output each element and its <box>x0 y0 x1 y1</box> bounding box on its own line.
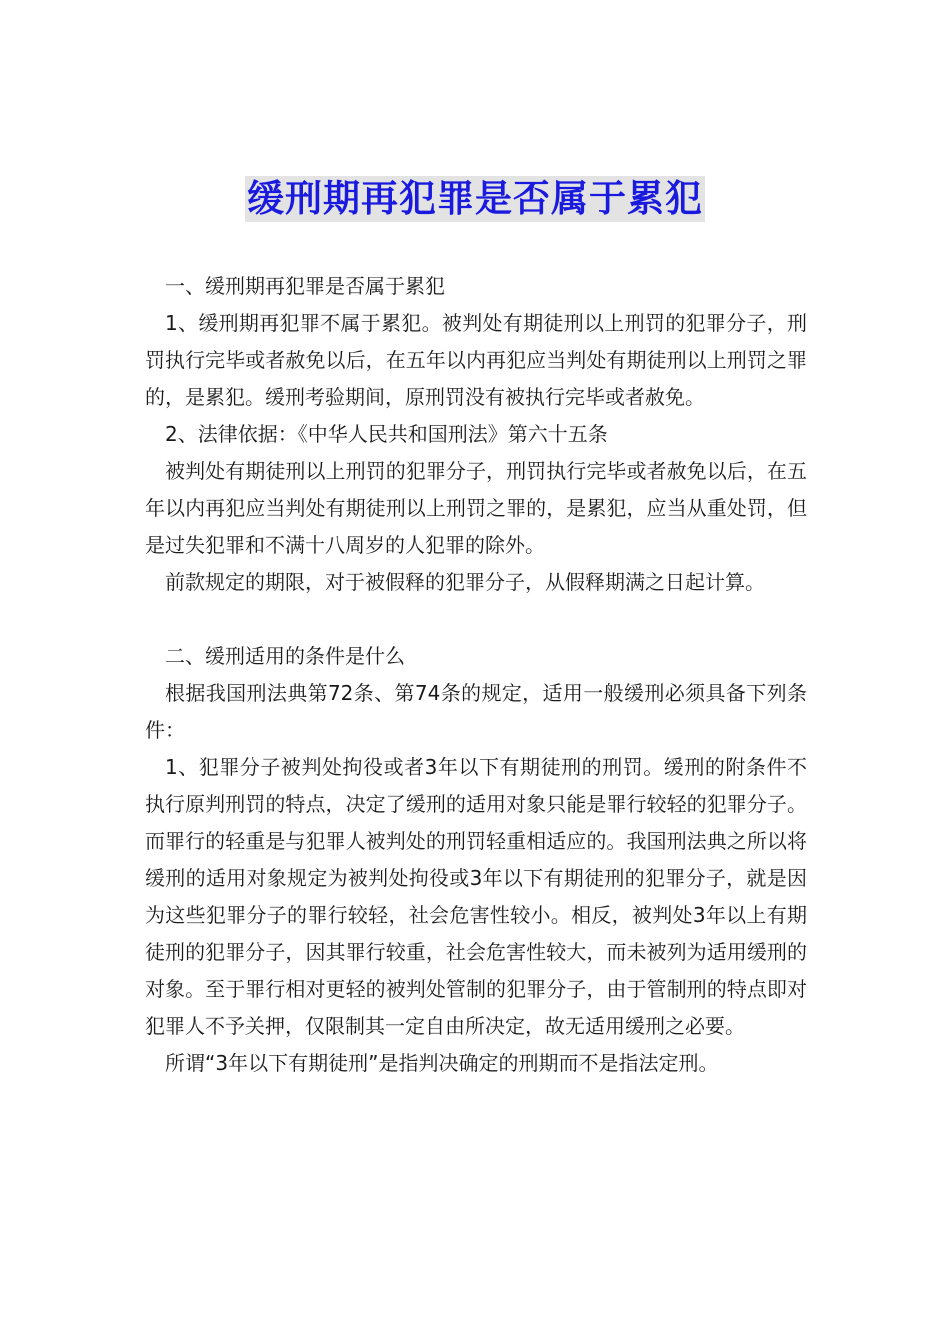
paragraph: 1、犯罪分子被判处拘役或者3年以下有期徒刑的刑罚。缓刑的附条件不执行原判刑罚的特点，决定了缓刑的适用对象只能是罪行较轻的犯罪分子。而罪行的轻重是与犯罪人被判处的刑罚轻重相适应的。我国刑法典之所以将缓刑的适用对象规定为被判处拘役或3年以下有期徒刑的犯罪分子，就是因为这些犯罪分子的罪行较轻，社会危害性较小。相反，被判处3年以上有期徒刑的犯罪分子，因其罪行较重，社会危害性较大，而未被列为适用缓刑的对象。至于罪行相对更轻的被判处管制的犯罪分子，由于管制刑的特点即对犯罪人不予关押，仅限制其一定自由所决定，故无适用缓刑之必要。 <box>145 755 807 1038</box>
section-heading-2: 二、缓刑适用的条件是什么 <box>165 644 405 668</box>
paragraph: 根据我国刑法典第72条、第74条的规定，适用一般缓刑必须具备下列条件： <box>145 681 807 742</box>
blank-line <box>145 601 807 638</box>
paragraph: 前款规定的期限，对于被假释的犯罪分子，从假释期满之日起计算。 <box>165 570 765 594</box>
paragraph: 被判处有期徒刑以上刑罚的犯罪分子，刑罚执行完毕或者赦免以后，在五年以内再犯应当判处有期徒刑以上刑罚之罪的，是累犯，应当从重处罚，但是过失犯罪和不满十八周岁的人犯罪的除外。 <box>145 459 807 557</box>
document-title: 缓刑期再犯罪是否属于累犯 <box>247 177 703 220</box>
paragraph: 2、法律依据：《中华人民共和国刑法》第六十五条 <box>165 422 608 446</box>
section-heading-1: 一、缓刑期再犯罪是否属于累犯 <box>165 274 445 298</box>
paragraph: 所谓“3年以下有期徒刑”是指判决确定的刑期而不是指法定刑。 <box>165 1051 719 1075</box>
document-body <box>145 268 807 1082</box>
title-block <box>0 176 950 222</box>
paragraph: 1、缓刑期再犯罪不属于累犯。被判处有期徒刑以上刑罚的犯罪分子，刑罚执行完毕或者赦免以后，在五年以内再犯应当判处有期徒刑以上刑罚之罪的，是累犯。缓刑考验期间，原刑罚没有被执行完毕或者赦免。 <box>145 311 807 409</box>
